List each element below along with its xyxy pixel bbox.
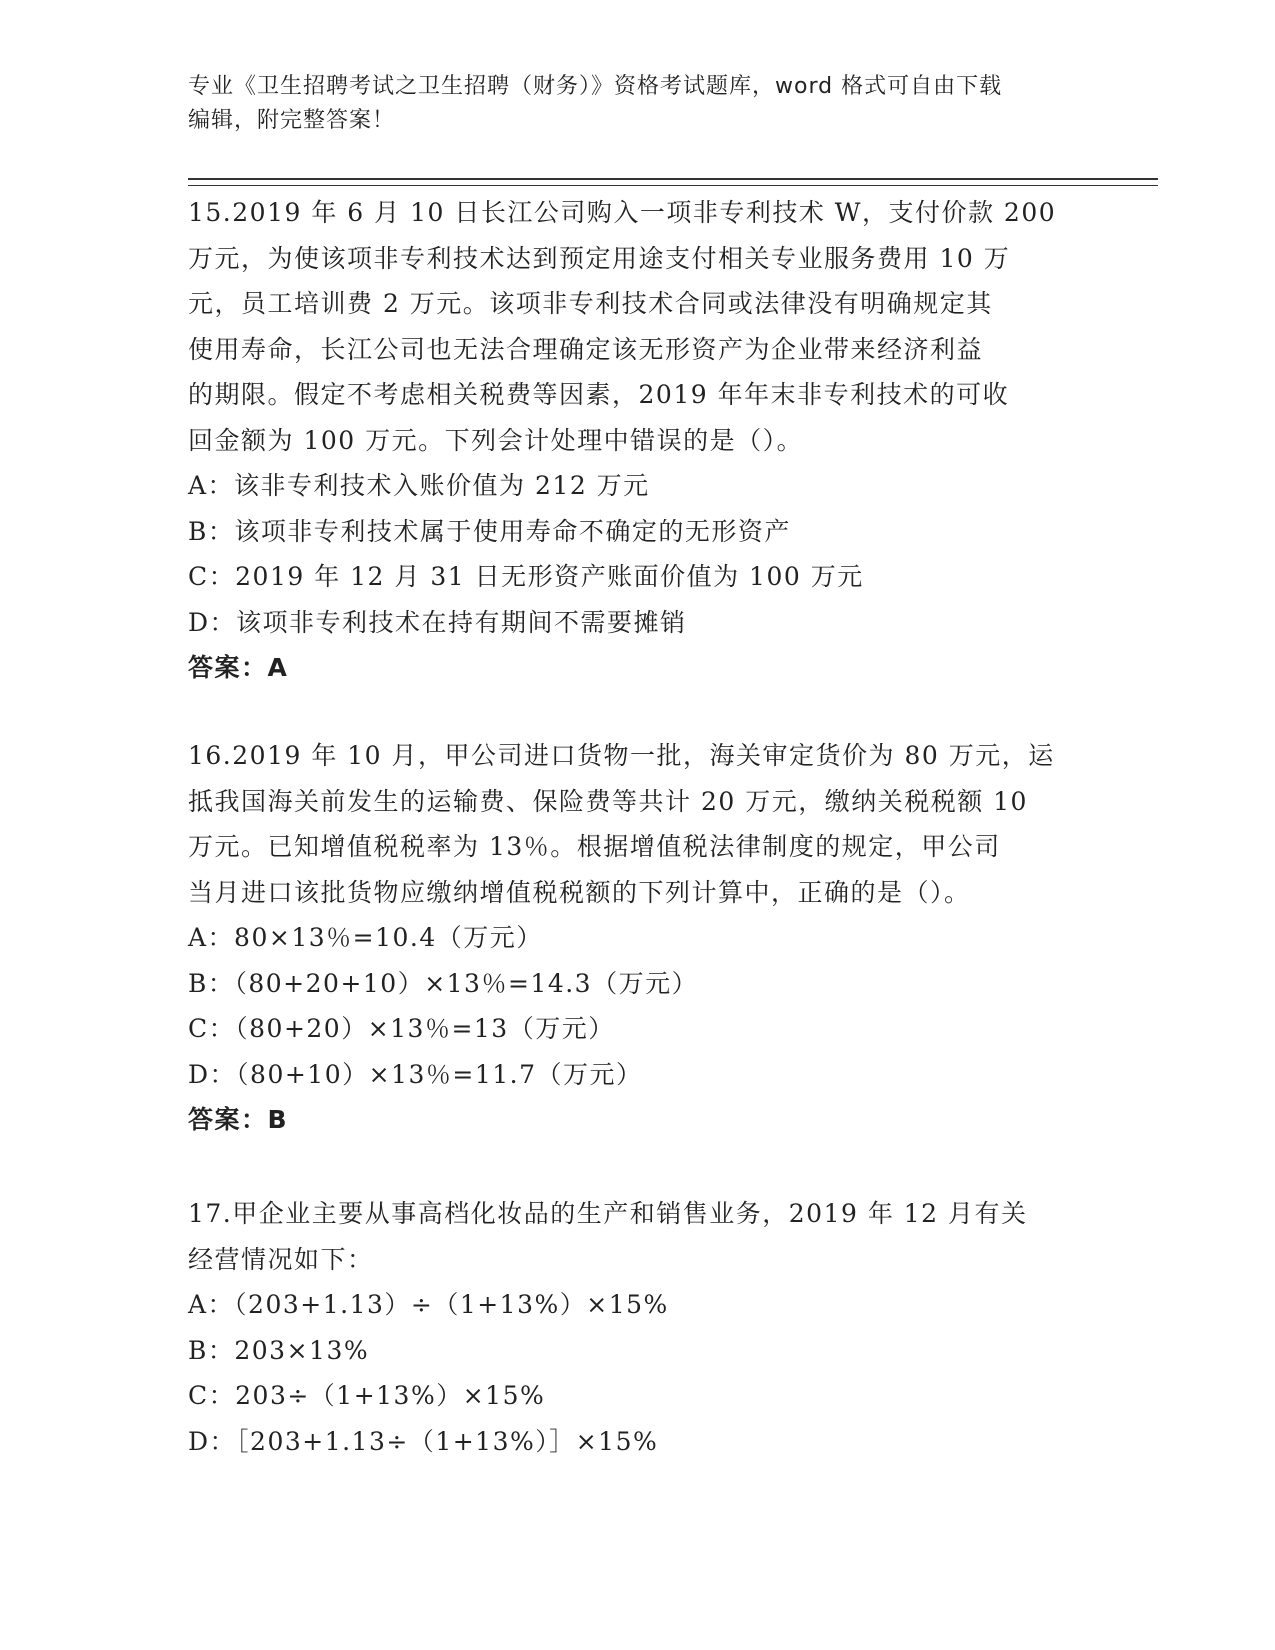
question-15 (188, 190, 1088, 691)
header-line: 编辑，附完整答案！ (188, 108, 396, 133)
header-divider-thin (188, 185, 1158, 186)
option-c: C：（80+20）×13％=13（万元） (188, 1014, 615, 1043)
question-text-line: 当月进口该批货物应缴纳增值税税额的下列计算中，正确的是（）。 (188, 877, 971, 907)
question-text-line: 的期限。假定不考虑相关税费等因素，2019 年年末非专利技术的可收 (188, 380, 1010, 409)
question-16 (188, 733, 1088, 1143)
question-text-line: 抵我国海关前发生的运输费、保险费等共计 20 万元，缴纳关税税额 10 (188, 786, 1028, 816)
option-b: B：203×13% (188, 1335, 370, 1365)
option-a: A：（203+1.13）÷（1+13%）×15% (188, 1290, 669, 1319)
question-text-line: 16.2019 年 10 月，甲公司进口货物一批，海关审定货价为 80 万元，运 (188, 741, 1055, 770)
header-line: 专业《卫生招聘考试之卫生招聘（财务）》资格考试题库，word 格式可自由下载 (188, 74, 1003, 99)
option-a: A：80×13％=10.4（万元） (188, 923, 543, 952)
option-b: B：（80+20+10）×13％=14.3（万元） (188, 968, 699, 998)
question-17 (188, 1191, 1088, 1464)
option-c: C：203÷（1+13%）×15% (188, 1381, 546, 1410)
question-text-line: 15.2019 年 6 月 10 日长江公司购入一项非专利技术 W，支付价款 200 (188, 198, 1057, 227)
document-header (188, 70, 1068, 138)
question-text-line: 万元，为使该项非专利技术达到预定用途支付相关专业服务费用 10 万 (188, 243, 1011, 273)
header-divider (188, 178, 1158, 180)
option-d: D：［203+1.13÷（1+13%）］×15% (188, 1426, 659, 1456)
option-b: B：该项非专利技术属于使用寿命不确定的无形资产 (188, 516, 791, 546)
question-text-line: 万元。已知增值税税率为 13％。根据增值税法律制度的规定，甲公司 (188, 832, 1001, 861)
question-text-line: 回金额为 100 万元。下列会计处理中错误的是（）。 (188, 425, 804, 455)
question-text-line: 元，员工培训费 2 万元。该项非专利技术合同或法律没有明确规定其 (188, 289, 993, 318)
option-a: A：该非专利技术入账价值为 212 万元 (188, 471, 650, 500)
option-c: C：2019 年 12 月 31 日无形资产账面价值为 100 万元 (188, 562, 864, 591)
answer-label: 答案：A (188, 653, 289, 682)
question-text-line: 经营情况如下： (188, 1244, 374, 1274)
option-d: D：（80+10）×13％=11.7（万元） (188, 1059, 643, 1089)
option-d: D：该项非专利技术在持有期间不需要摊销 (188, 607, 687, 637)
question-text-line: 17.甲企业主要从事高档化妆品的生产和销售业务，2019 年 12 月有关 (188, 1199, 1028, 1228)
answer-label: 答案：B (188, 1105, 289, 1134)
question-text-line: 使用寿命，长江公司也无法合理确定该无形资产为企业带来经济利益 (188, 334, 984, 364)
